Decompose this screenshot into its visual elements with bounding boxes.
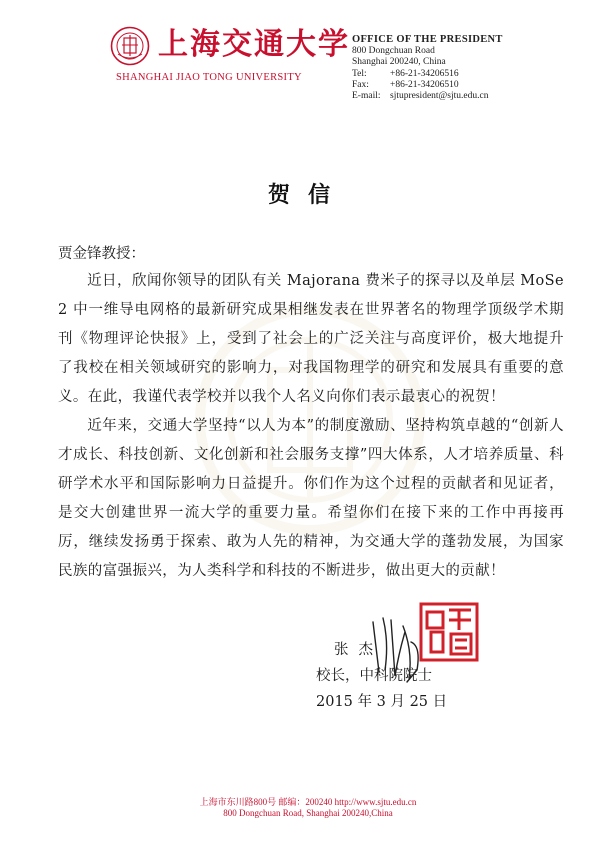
university-name-cn: 上海交通大学 — [158, 27, 350, 62]
body-paragraph-1 — [58, 267, 564, 412]
paragraph-2-text: 近年来，交通大学坚持“以人为本”的制度激励、坚持构筑卓越的“创新人才成长、科技创新、文化创新和社会服务支撑”四大体系，人才培养质量、科研学术水平和国际影响力日益提升。你们作为这个过程的贡献者和见证者，是交大创建世界一流大学的重要力量。希望你们在接下来的工作中再接再厉，继续发扬勇于探索、敢为人先的精神，为交通大学的蓬勃发展，为国家民族的富强振兴，为人类科学和科技的不断进步，做出更大的贡献！ — [58, 418, 564, 579]
university-seal-icon — [110, 26, 150, 66]
body-paragraph-2 — [58, 412, 564, 586]
university-name-en: SHANGHAI JIAO TONG UNIVERSITY — [116, 72, 302, 83]
email-row — [352, 91, 503, 102]
fax-row — [352, 80, 503, 91]
tel-row — [352, 69, 503, 80]
footer-address-en: 800 Dongchuan Road, Shanghai 200240,China — [223, 808, 393, 818]
footer-address-cn: 上海市东川路800号 邮编：200240 http://www.sjtu.edu.cn — [199, 797, 417, 807]
fax-value: +86-21-34206510 — [390, 79, 459, 90]
email-label: E-mail: — [352, 91, 381, 102]
address-line-2: Shanghai 200240, China — [352, 57, 446, 68]
red-seal-stamp-icon — [419, 602, 479, 662]
signer-title: 校长，中科院院士 — [316, 668, 432, 684]
letter-title: 贺信 — [267, 182, 348, 208]
paragraph-1-text: 近日，欣闻你领导的团队有关 Majorana 费米子的探寻以及单层 MoSe 2 中一维导电网格的最新研究成果相继发表在世界著名的物理学顶级学术期刊《物理评论快报》上，受到了社会上的广泛关注与高度评价，极大地提升了我校在相关领域研究的影响力，对我国物理学的研究和发展具有重要的意义。在此，我谨代表学校并以我个人名义向你们表示最衷心的祝贺！ — [58, 273, 564, 405]
fax-label: Fax: — [352, 79, 369, 90]
letter-date: 2015 年 3 月 25 日 — [316, 694, 448, 710]
address-line-1: 800 Dongchuan Road — [352, 46, 435, 57]
signer-name: 张杰 — [334, 642, 383, 658]
email-value: sjtupresident@sjtu.edu.cn — [390, 91, 489, 102]
office-address-block — [352, 34, 503, 102]
tel-label: Tel: — [352, 68, 367, 79]
tel-value: +86-21-34206516 — [390, 68, 459, 79]
office-title: OFFICE OF THE PRESIDENT — [352, 34, 503, 45]
salutation: 贾金锋教授： — [58, 246, 145, 262]
